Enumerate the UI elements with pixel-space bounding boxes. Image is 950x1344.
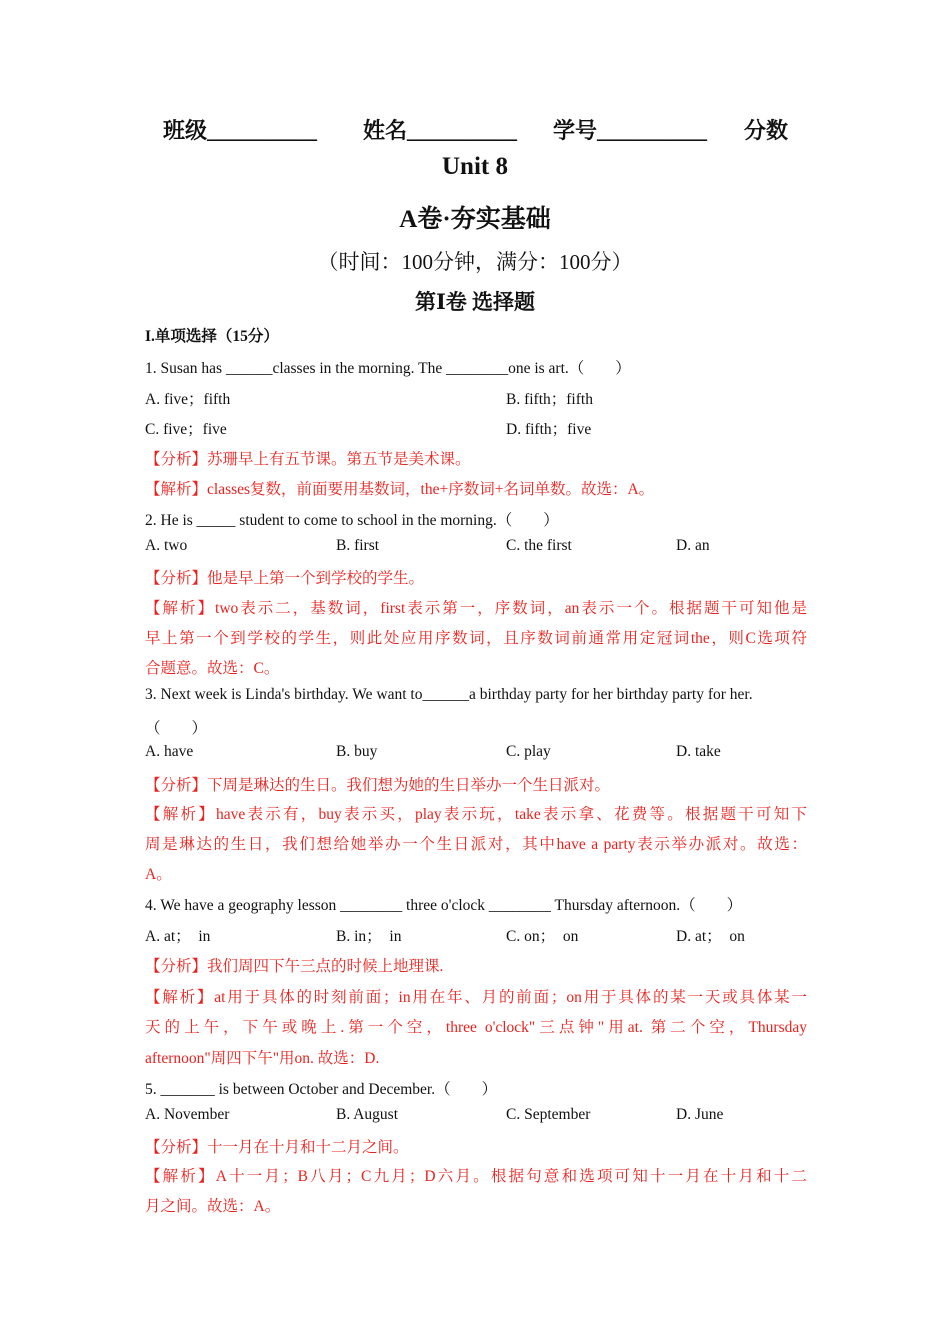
time-score-note: （时间：100分钟，满分：100分） [317, 250, 633, 274]
question-3-explanation-line-3: A。 [145, 866, 172, 883]
question-5-stem: 5. _______ is between October and December.（ ） [145, 1081, 498, 1098]
question-1-option-b: B. fifth；fifth [506, 391, 593, 408]
question-5-explanation-line-2: 月之间。故选：A。 [145, 1198, 281, 1215]
question-5-option-b: B. August [336, 1106, 399, 1123]
question-2-option-a: A. two [145, 537, 188, 554]
question-4-option-b: B. in； in [336, 928, 402, 945]
question-5-explanation-line-1: 【解析】A十一月；B八月；C九月；D六月。根据句意和选项可知十一月在十月和十二 [145, 1168, 807, 1185]
score-field-label: 分数 [744, 118, 789, 143]
question-4-stem: 4. We have a geography lesson ________ three o'clock ________ Thursday afternoon.（ ） [145, 897, 743, 914]
unit-title: Unit 8 [442, 153, 508, 180]
question-2-option-b: B. first [336, 537, 380, 554]
section-heading: I.单项选择（15分） [145, 328, 279, 345]
question-3-stem: 3. Next week is Linda's birthday. We want to______a birthday party for her birthday party for her. [145, 686, 753, 703]
question-2-stem: 2. He is _____ student to come to school in the morning.（ ） [145, 512, 559, 529]
question-4-explanation-line-3: afternoon"周四下午"用on. 故选：D. [145, 1050, 380, 1067]
question-5-option-a: A. November [145, 1106, 230, 1123]
name-field-label: 姓名__________ [363, 118, 518, 143]
question-2-option-c: C. the first [506, 537, 572, 554]
question-3-analysis: 【分析】下周是琳达的生日。我们想为她的生日举办一个生日派对。 [145, 777, 611, 794]
question-4-explanation-line-1: 【解析】at用于具体的时刻前面；in用在年、月的前面；on用于具体的某一天或具体某一 [145, 989, 807, 1006]
question-5-option-c: C. September [506, 1106, 591, 1123]
question-1-stem: 1. Susan has ______classes in the morning. The ________one is art.（ ） [145, 360, 631, 377]
question-3-stem-bracket: （ ） [145, 720, 208, 737]
paper-title: A卷·夯实基础 [399, 206, 551, 233]
analysis-tag: 【分析】 [145, 451, 208, 468]
explanation-tag: 【解析】 [145, 481, 208, 498]
class-field-label: 班级__________ [163, 118, 318, 143]
question-1-analysis: 【分析】苏珊早上有五节课。第五节是美术课。 [145, 451, 471, 468]
question-3-explanation-line-2: 周是琳达的生日，我们想给她举办一个生日派对，其中have a party表示举办派对。故选： [145, 836, 807, 853]
question-2-explanation-line-3: 合题意。故选：C。 [145, 660, 280, 677]
question-1-option-d: D. fifth；five [506, 421, 592, 438]
question-4-option-a: A. at； in [145, 928, 211, 945]
question-3-option-a: A. have [145, 743, 194, 760]
question-5-option-d: D. June [676, 1106, 724, 1123]
question-1-explanation: 【解析】classes复数，前面要用基数词，the+序数词+名词单数。故选：A。 [145, 481, 655, 498]
student-id-field-label: 学号__________ [553, 118, 708, 143]
question-4-explanation-line-2: 天的上午，下午或晚上.第一个空，three o'clock"三点钟"用at. 第二个空，Thursday [145, 1019, 807, 1036]
question-3-option-c: C. play [506, 743, 551, 760]
question-2-option-d: D. an [676, 537, 710, 554]
question-3-option-b: B. buy [336, 743, 378, 760]
question-4-option-d: D. at； on [676, 928, 745, 945]
question-2-analysis: 【分析】他是早上第一个到学校的学生。 [145, 570, 425, 587]
question-1-option-a: A. five；fifth [145, 391, 231, 408]
question-2-explanation-line-2: 早上第一个到学校的学生，则此处应用序数词，且序数词前通常用定冠词the，则C选项符 [145, 630, 807, 647]
question-4-analysis: 【分析】我们周四下午三点的时候上地理课. [145, 958, 444, 975]
question-4-option-c: C. on； on [506, 928, 579, 945]
volume-title: 第Ⅰ卷 选择题 [414, 290, 536, 314]
question-3-option-d: D. take [676, 743, 721, 760]
question-5-analysis: 【分析】十一月在十月和十二月之间。 [145, 1139, 409, 1156]
question-3-explanation-line-1: 【解析】have表示有，buy表示买，play表示玩，take表示拿、花费等。根据题干可知下 [145, 806, 807, 823]
question-2-explanation-line-1: 【解析】two表示二，基数词，first表示第一，序数词，an表示一个。根据题干可知他是 [145, 600, 807, 617]
question-1-option-c: C. five；five [145, 421, 227, 438]
